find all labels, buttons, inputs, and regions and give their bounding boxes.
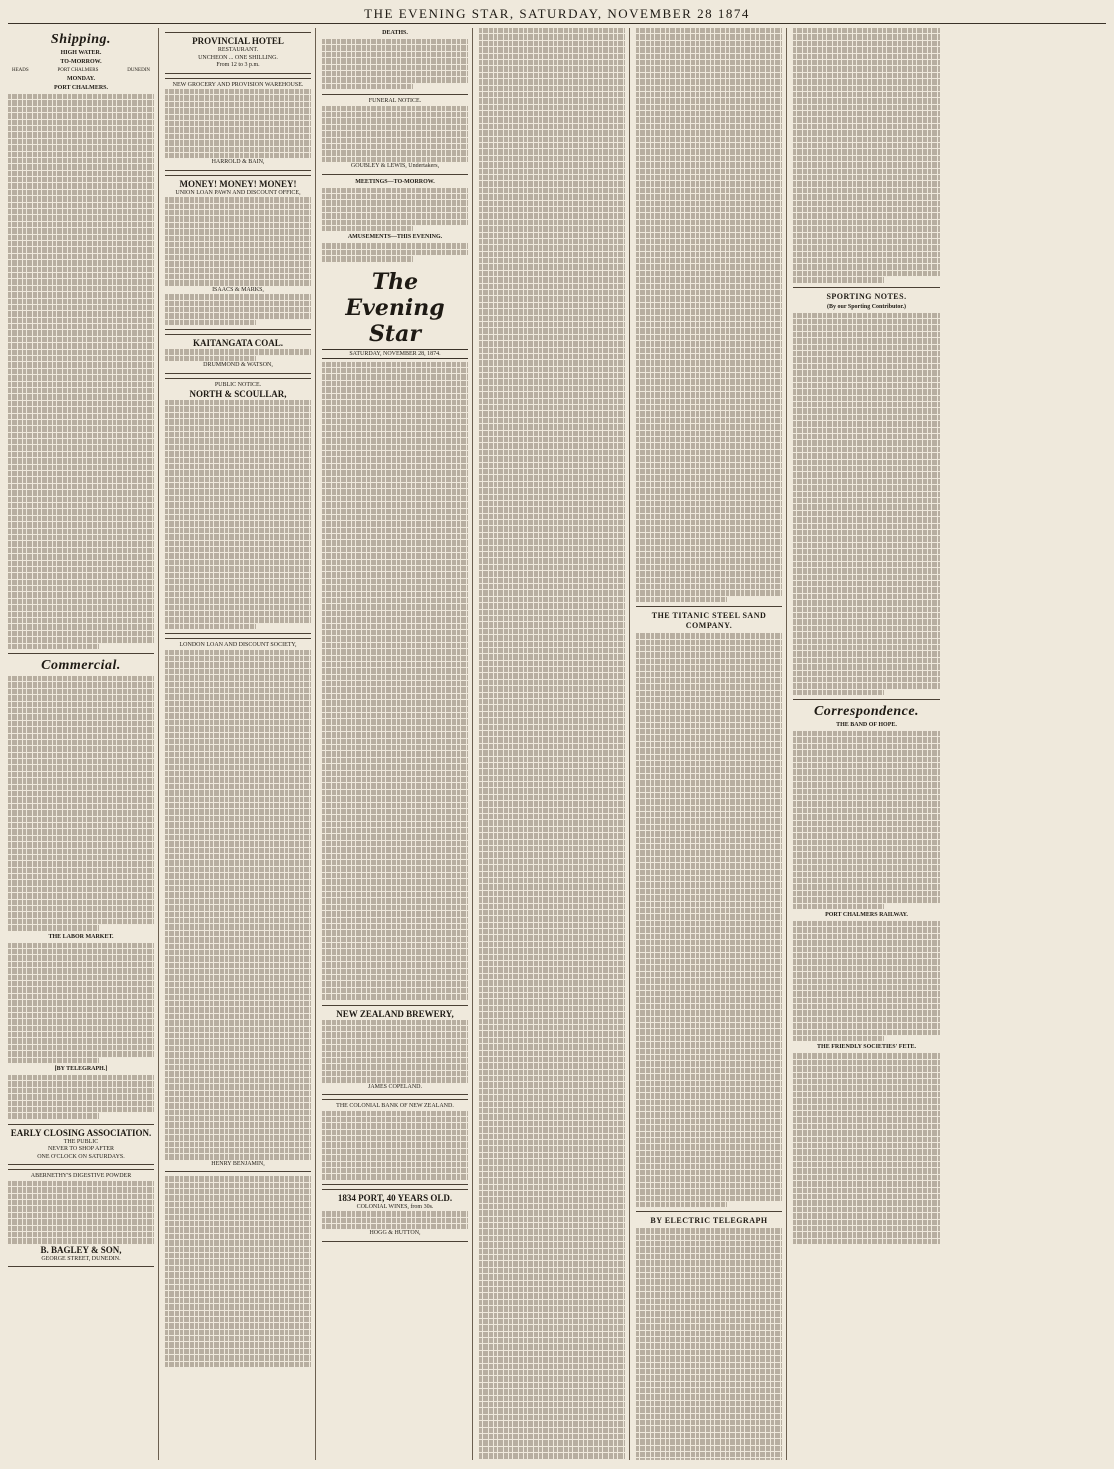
never-shop: NEVER TO SHOP AFTER — [47, 1146, 115, 1153]
hogg-hutton: HOGG & HUTTON, — [369, 1230, 421, 1237]
funeral-notice-title: FUNERAL NOTICE. — [368, 98, 422, 105]
evening-star-title: The Evening Star — [345, 268, 445, 347]
tide-head-port: PORT CHALMERS — [57, 68, 99, 73]
sporting-notes-title: SPORTING NOTES. — [826, 291, 907, 301]
abernethy-title: ABERNETHY'S DIGESTIVE POWDER — [30, 1173, 132, 1180]
money-ad — [165, 175, 311, 330]
telegraph-text — [8, 1075, 154, 1120]
bagley-name: B. BAGLEY & SON, — [40, 1244, 122, 1255]
column-6 — [793, 28, 944, 1460]
shipping-text — [8, 94, 154, 650]
public-notice-title: PUBLIC NOTICE. — [214, 381, 262, 388]
tomorrow-label: TO-MORROW. — [60, 59, 102, 65]
one-oclock: ONE O'CLOCK ON SATURDAYS. — [37, 1153, 125, 1160]
james-copeland: JAMES COPELAND. — [367, 1083, 422, 1090]
port-chalmers-railway-title: PORT CHALMERS RAILWAY. — [825, 912, 908, 918]
new-grocery-title: NEW GROCERY AND PROVISION WAREHOUSE. — [172, 81, 304, 88]
hours-label: From 12 to 3 p.m. — [216, 62, 260, 68]
abernethy-ad — [8, 1169, 154, 1267]
amusements-title: AMUSEMENTS—THIS EVENING. — [347, 234, 443, 241]
high-water-title: HIGH WATER. — [60, 50, 102, 56]
tide-table-header — [8, 68, 154, 74]
kaitangata-title: KAITANGATA COAL. — [192, 338, 283, 349]
goubley-lewis: GOUBLEY & LEWIS, Undertakers, — [350, 163, 440, 170]
meetings-title: MEETINGS—TO-MORROW. — [355, 178, 435, 185]
commercial-text — [8, 676, 154, 932]
monday-label: MONDAY. — [66, 76, 96, 82]
tide-head-dunedin: DUNEDIN — [127, 68, 150, 73]
george-street: GEORGE STREET, DUNEDIN. — [41, 1255, 121, 1262]
public-notice-ad — [165, 378, 311, 635]
colonial-wines: COLONIAL WINES, from 30s. — [356, 1203, 434, 1210]
early-closing-ad — [8, 1124, 154, 1166]
provincial-hotel-title: PROVINCIAL HOTEL — [192, 36, 284, 46]
harrold-bain: HARROLD & BAIN, — [211, 159, 265, 166]
labor-market-text — [8, 943, 154, 1064]
restaurant-label: RESTAURANT. — [217, 47, 259, 53]
titanic-title: THE TITANIC STEEL SAND COMPANY. — [651, 611, 767, 631]
grocery-ad — [165, 78, 311, 171]
column-4-text — [479, 28, 625, 1460]
shipping-title: Shipping. — [50, 32, 112, 47]
provincial-hotel-ad — [165, 32, 311, 74]
evening-star-date: SATURDAY, NOVEMBER 28, 1874. — [322, 349, 468, 359]
port-chalmers-title: PORT CHALMERS. — [53, 85, 109, 91]
the-public: THE PUBLIC — [63, 1138, 99, 1145]
port-1834: 1834 PORT, 40 YEARS OLD. — [337, 1192, 453, 1203]
labor-market-title: THE LABOR MARKET. — [48, 933, 114, 940]
brewery-ad — [322, 1005, 468, 1095]
colonial-bank-ad — [322, 1099, 468, 1185]
column-5 — [636, 28, 787, 1460]
colonial-bank: THE COLONIAL BANK OF NEW ZEALAND. — [336, 1103, 454, 1110]
leader-text — [322, 362, 468, 1001]
north-scoullar: NORTH & SCOULLAR, — [189, 389, 287, 399]
sporting-byline: (By our Sporting Contributor.) — [826, 303, 906, 310]
early-closing-title: EARLY CLOSING ASSOCIATION. — [10, 1127, 152, 1138]
london-loan-title: LONDON LOAN AND DISCOUNT SOCIETY, — [179, 642, 297, 649]
luncheon-label: UNCHEON ... ONE SHILLING. — [198, 54, 278, 61]
column-3 — [322, 28, 473, 1460]
column-1 — [8, 28, 159, 1460]
friendly-societies-title: THE FRIENDLY SOCIETIES' FETE. — [817, 1044, 916, 1051]
column-4 — [479, 28, 630, 1460]
union-loan: UNION LOAN PAWN AND DISCOUNT OFFICE, — [175, 189, 301, 196]
tide-head-heads: HEADS — [12, 68, 29, 73]
money-title: MONEY! MONEY! MONEY! — [179, 178, 297, 189]
correspondence-title: Correspondence. — [813, 704, 920, 720]
masthead: THE EVENING STAR, SATURDAY, NOVEMBER 28 1874 — [8, 6, 1106, 24]
columns — [8, 28, 1106, 1460]
deaths-title: DEATHS. — [382, 30, 408, 36]
commercial-title: Commercial. — [41, 657, 121, 673]
isaacs-marks: ISAACS & MARKS, — [212, 286, 264, 293]
henry-benjamin: HENRY BENJAMIN, — [211, 1160, 265, 1167]
by-telegraph-label: [BY TELEGRAPH.] — [54, 1066, 108, 1073]
funeral-notice — [322, 94, 468, 175]
band-of-hope-title: THE BAND OF HOPE. — [836, 722, 897, 729]
kaitangata-ad — [165, 334, 311, 373]
london-loan-ad — [165, 638, 311, 1172]
column-2 — [165, 28, 316, 1460]
drummond-watson: DRUMMOND & WATSON, — [203, 362, 273, 368]
wine-ad — [322, 1189, 468, 1242]
nz-brewery: NEW ZEALAND BREWERY, — [336, 1008, 454, 1019]
electric-telegraph-title: BY ELECTRIC TELEGRAPH — [650, 1216, 768, 1226]
